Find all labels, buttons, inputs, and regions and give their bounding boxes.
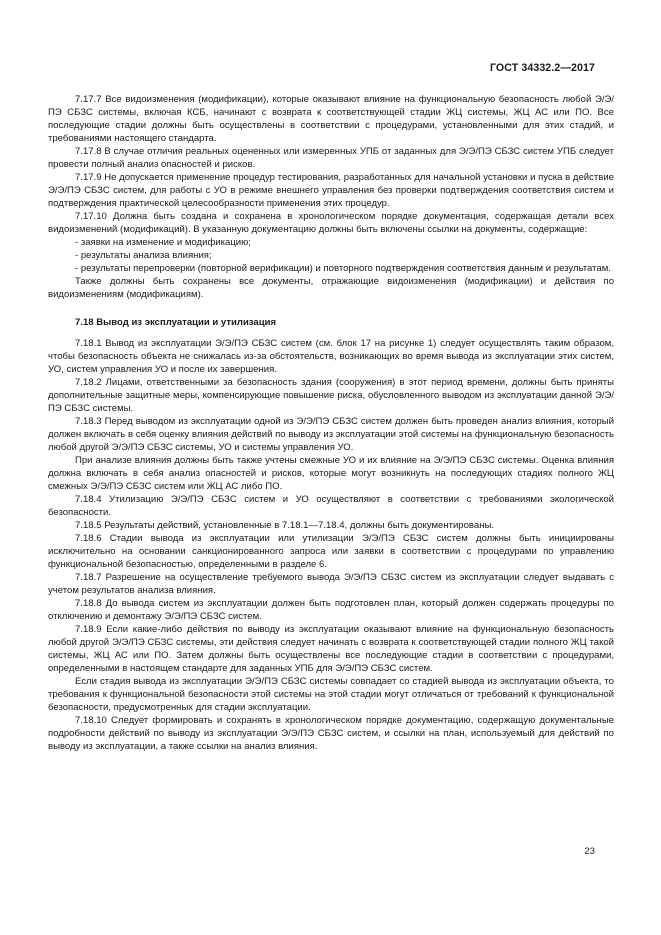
section-heading-7-18: 7.18 Вывод из эксплуатации и утилизация [75,317,277,328]
paragraph-7-18-1: 7.18.1 Вывод из эксплуатации Э/Э/ПЭ СБЗС систем (см. блок 17 на рисунке 1) следует осуществлять таким образом, чтобы безопасность объекта не снижалась из-за обстоятельств, возникающих во время вывода из эксплуатации этих систем, УО, систем управления УО и после их завершения. [48,338,614,375]
page-number: 23 [584,846,595,857]
paragraph-impact-analysis: При анализе влияния должны быть также учтены смежные УО и их влияние на Э/Э/ПЭ СБЗС системы. Оценка влияния должна включать в себя анализ опасностей и рисков, которые могут возникнуть на последующих стадиях полного ЖЦ смежных Э/Э/ПЭ СБЗС систем или ЖЦ АС либо ПО. [48,455,614,492]
paragraph-7-17-10: 7.17.10 Должна быть создана и сохранена в хронологическом порядке документация, содержащая детали всех видоизменений (модификаций). В указанную документацию должны быть включены ссылки на документы, содержащие: [48,211,614,235]
paragraph-7-18-3: 7.18.3 Перед выводом из эксплуатации одной из Э/Э/ПЭ СБЗС систем должен быть проведен анализ влияния, который должен включать в себя оценку влияния действий по выводу из эксплуатации этой системы на функциональную безопасность любой другой Э/Э/ПЭ СБЗС системы, УО и системы управления УО. [48,416,614,453]
paragraph-7-18-9: 7.18.9 Если какие-либо действия по выводу из эксплуатации оказывают влияние на функциональную безопасность любой другой Э/Э/ПЭ СБЗС системы, эти действия следует начинать с возврата к соответствующей стадии полного ЖЦ такой системы, ЖЦ АС или ПО. Затем должны быть осуществлены все последующие стадии в соответствии с процедурами, определенными в настоящем стандарте для заданных УПБ для Э/Э/ПЭ СБЗС систем. [48,624,614,674]
list-item: - результаты анализа влияния; [75,250,212,261]
paragraph-7-17-8: 7.17.8 В случае отличия реальных оцененных или измеренных УПБ от заданных для Э/Э/ПЭ СБЗС систем УПБ следует провести полный анализ опасностей и рисков. [48,146,614,170]
paragraph-7-17-9: 7.17.9 Не допускается применение процедур тестирования, разработанных для начальной установки и пуска в действие Э/Э/ПЭ СБЗС систем, для работы с УО в режиме внешнего управления без проверки подтверждения соответствия систем и подтверждения практической целесообразности применения этих процедур. [48,172,614,209]
paragraph-7-17-7: 7.17.7 Все видоизменения (модификации), которые оказывают влияние на функциональную безопасность любой Э/Э/ПЭ СБЗС системы, включая КСБ, начинают с возврата к соответствующей стадии ЖЦ системы, ЖЦ АС или ПО. Все последующие стадии должны быть осуществлены в соответствии с процедурами, установленными для этих стадий, и требованиями настоящего стандарта. [48,94,614,144]
document-body [48,93,614,753]
paragraph-documents-kept: Также должны быть сохранены все документы, отражающие видоизменения (модификации) и действия по видоизменениям (модификациям). [48,276,614,300]
list-item: - заявки на изменение и модификацию; [75,237,251,248]
paragraph-7-18-2: 7.18.2 Лицами, ответственными за безопасность здания (сооружения) в этот период времени, должны быть приняты дополнительные защитные меры, компенсирующие повышение риска, обусловленного выводом из эксплуатации данной Э/Э/ПЭ СБЗС системы. [48,377,614,414]
document-code-header: ГОСТ 34332.2—2017 [489,62,595,74]
paragraph-7-18-8: 7.18.8 До вывода систем из эксплуатации должен быть подготовлен план, который должен содержать процедуры по отключению и демонтажу Э/Э/ПЭ СБЗС систем. [48,598,614,622]
paragraph-7-18-5: 7.18.5 Результаты действий, установленные в 7.18.1—7.18.4, должны быть документированы. [75,520,494,531]
paragraph-7-18-6: 7.18.6 Стадии вывода из эксплуатации или утилизации Э/Э/ПЭ СБЗС систем должны быть инициированы исключительно на основании санкционированного запроса или заявки в соответствии с процедурами по управлению функциональной безопасностью, определенными в разделе 6. [48,533,614,570]
paragraph-7-18-4: 7.18.4 Утилизацию Э/Э/ПЭ СБЗС систем и УО осуществляют в соответствии с требованиями экологической безопасности. [48,494,614,518]
list-item: - результаты перепроверки (повторной верификации) и повторного подтверждения соответствия данным и результатам. [75,263,611,274]
paragraph-7-18-7: 7.18.7 Разрешение на осуществление требуемого вывода Э/Э/ПЭ СБЗС систем из эксплуатации следует выдавать с учетом результатов анализа влияния. [48,572,614,596]
paragraph-7-18-10: 7.18.10 Следует формировать и сохранять в хронологическом порядке документацию, содержащую документальные подробности действий по выводу из эксплуатации Э/Э/ПЭ СБЗС систем, и ссылки на план, используемый для действий по выводу из эксплуатации, а также ссылки на анализ влияния. [48,715,614,752]
paragraph-decommissioning-stage: Если стадия вывода из эксплуатации Э/Э/ПЭ СБЗС системы совпадает со стадией вывода из эксплуатации объекта, то требования к функциональной безопасности этой системы на этой стадии могут отличаться от требований к функциональной безопасности, предусмотренных для стадии эксплуатации. [48,676,614,713]
